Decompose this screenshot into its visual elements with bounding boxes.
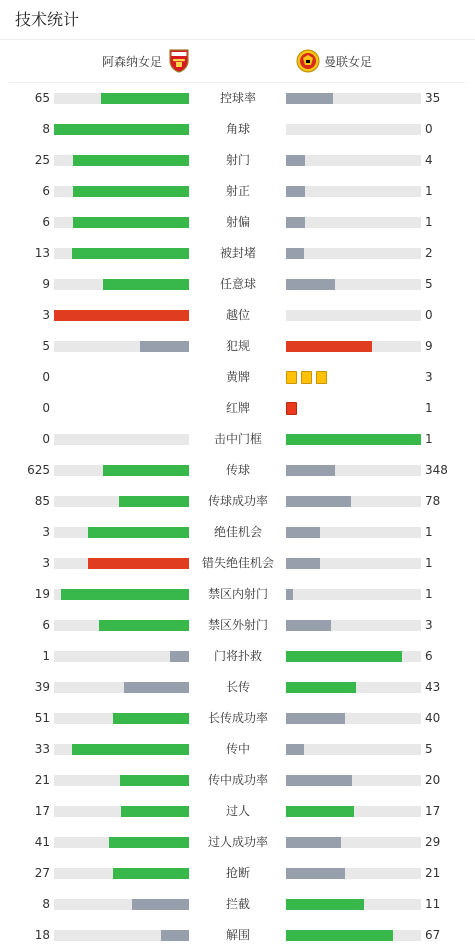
- away-bar: [286, 775, 352, 786]
- away-bar: [286, 651, 402, 662]
- stat-row: [0, 765, 475, 796]
- away-value: 1: [425, 401, 433, 415]
- home-bar-track: [54, 899, 189, 910]
- away-bar: [286, 496, 351, 507]
- home-bar: [61, 589, 189, 600]
- away-bar: [286, 930, 393, 941]
- stat-label: 拦截: [225, 897, 250, 911]
- stat-row: [0, 424, 475, 455]
- stat-row: [0, 455, 475, 486]
- away-bar-track: [286, 434, 421, 445]
- home-bar: [72, 248, 189, 259]
- stat-label: 红牌: [225, 401, 250, 415]
- home-bar-track: [54, 155, 189, 166]
- stat-label: 传球: [225, 463, 250, 477]
- home-bar: [99, 620, 189, 631]
- home-bar: [121, 806, 189, 817]
- away-value: 1: [425, 432, 433, 446]
- home-bar-track: [54, 868, 189, 879]
- away-value: 2: [425, 246, 433, 260]
- away-bar: [286, 713, 345, 724]
- away-bar: [286, 620, 331, 631]
- away-bar-track: [286, 310, 421, 321]
- away-bar-track: [286, 930, 421, 941]
- home-bar-track: [54, 930, 189, 941]
- away-value: 0: [425, 308, 433, 322]
- away-bar-track: [286, 682, 421, 693]
- home-bar-track: [54, 527, 189, 538]
- stat-row: [0, 610, 475, 641]
- home-bar: [88, 527, 189, 538]
- away-value: 11: [425, 897, 441, 911]
- away-bar-track: [286, 527, 421, 538]
- stat-row: [0, 579, 475, 610]
- away-value: 78: [425, 494, 441, 508]
- stat-row: [0, 486, 475, 517]
- stat-row: [0, 641, 475, 672]
- home-value: 65: [34, 91, 50, 105]
- stat-label: 传中成功率: [207, 773, 268, 787]
- home-bar: [124, 682, 189, 693]
- away-value: 3: [425, 618, 433, 632]
- home-bar: [132, 899, 189, 910]
- home-value: 27: [34, 866, 50, 880]
- away-bar: [286, 682, 356, 693]
- away-value: 21: [425, 866, 441, 880]
- away-bar: [286, 899, 364, 910]
- away-bar-track: [286, 186, 421, 197]
- away-bar: [286, 434, 421, 445]
- stat-row: [0, 920, 475, 951]
- stat-label: 抢断: [225, 866, 250, 880]
- away-bar-track: [286, 868, 421, 879]
- home-value: 85: [34, 494, 50, 508]
- home-value: 3: [42, 308, 50, 322]
- away-bar: [286, 217, 305, 228]
- away-bar-track: [286, 155, 421, 166]
- home-value: 9: [42, 277, 50, 291]
- stat-label: 禁区外射门: [207, 618, 268, 632]
- home-bar: [101, 93, 189, 104]
- stat-row: [0, 393, 475, 424]
- home-value: 1: [42, 649, 50, 663]
- away-bar: [286, 558, 320, 569]
- home-value: 6: [42, 184, 50, 198]
- away-bar-track: [286, 496, 421, 507]
- team-header: [10, 40, 465, 83]
- stat-label: 错失绝佳机会: [201, 556, 274, 570]
- away-value: 20: [425, 773, 441, 787]
- red-card-icon: [286, 402, 297, 415]
- manchester-united-crest-icon: [296, 49, 318, 73]
- red-cards: [286, 402, 297, 415]
- home-team: [102, 40, 196, 82]
- away-team: [290, 40, 372, 82]
- home-value: 625: [27, 463, 50, 477]
- stat-label: 击中门框: [213, 432, 262, 446]
- home-bar: [73, 155, 189, 166]
- stats-list: [0, 83, 475, 951]
- away-bar: [286, 93, 333, 104]
- away-bar-track: [286, 93, 421, 104]
- yellow-cards: [286, 371, 327, 384]
- home-value: 18: [34, 928, 50, 942]
- stat-row: [0, 362, 475, 393]
- stat-row: [0, 269, 475, 300]
- away-value: 29: [425, 835, 441, 849]
- stat-label: 绝佳机会: [213, 525, 262, 539]
- home-bar-track: [54, 217, 189, 228]
- stat-row: [0, 858, 475, 889]
- yellow-card-icon: [301, 371, 312, 384]
- stat-label: 犯规: [225, 339, 250, 353]
- home-bar: [170, 651, 189, 662]
- home-value: 3: [42, 525, 50, 539]
- away-bar: [286, 465, 335, 476]
- home-bar: [73, 217, 189, 228]
- stat-row: [0, 176, 475, 207]
- home-bar: [72, 744, 189, 755]
- home-bar-track: [54, 124, 189, 135]
- away-bar-track: [286, 558, 421, 569]
- stat-row: [0, 207, 475, 238]
- away-bar: [286, 279, 335, 290]
- home-bar-track: [54, 744, 189, 755]
- home-bar-track: [54, 341, 189, 352]
- away-value: 4: [425, 153, 433, 167]
- home-bar-track: [54, 806, 189, 817]
- stat-label: 长传成功率: [207, 711, 268, 725]
- away-team-name: 曼联女足: [324, 54, 373, 69]
- home-bar-track: [54, 589, 189, 600]
- stat-row: [0, 672, 475, 703]
- stat-label: 过人: [225, 804, 250, 818]
- yellow-card-icon: [316, 371, 327, 384]
- stat-row: [0, 238, 475, 269]
- home-bar-track: [54, 434, 189, 445]
- away-bar: [286, 589, 293, 600]
- away-bar-track: [286, 465, 421, 476]
- away-value: 6: [425, 649, 433, 663]
- away-bar: [286, 341, 372, 352]
- away-value: 1: [425, 587, 433, 601]
- stat-row: [0, 796, 475, 827]
- away-bar-track: [286, 806, 421, 817]
- home-bar: [140, 341, 189, 352]
- away-value: 9: [425, 339, 433, 353]
- home-value: 39: [34, 680, 50, 694]
- home-bar-track: [54, 775, 189, 786]
- away-bar: [286, 868, 345, 879]
- stat-label: 射门: [225, 153, 250, 167]
- stat-row: [0, 548, 475, 579]
- stat-row: [0, 83, 475, 114]
- away-bar-track: [286, 341, 421, 352]
- home-value: 33: [34, 742, 50, 756]
- away-value: 1: [425, 556, 433, 570]
- home-bar-track: [54, 465, 189, 476]
- home-bar-track: [54, 496, 189, 507]
- home-value: 8: [42, 897, 50, 911]
- away-value: 5: [425, 742, 433, 756]
- home-bar: [73, 186, 189, 197]
- home-value: 41: [34, 835, 50, 849]
- home-bar-track: [54, 93, 189, 104]
- section-title: 技术统计: [0, 0, 475, 40]
- stat-row: [0, 889, 475, 920]
- away-bar: [286, 527, 320, 538]
- home-bar-track: [54, 279, 189, 290]
- arsenal-crest-icon: [168, 49, 190, 73]
- home-bar-track: [54, 682, 189, 693]
- away-bar-track: [286, 744, 421, 755]
- away-value: 43: [425, 680, 441, 694]
- home-bar: [113, 868, 189, 879]
- stat-label: 解围: [225, 928, 250, 942]
- stat-label: 黄牌: [225, 370, 250, 384]
- yellow-card-icon: [286, 371, 297, 384]
- stat-label: 门将扑救: [213, 649, 262, 663]
- away-bar: [286, 155, 305, 166]
- away-value: 17: [425, 804, 441, 818]
- away-value: 1: [425, 525, 433, 539]
- home-bar-track: [54, 837, 189, 848]
- away-value: 67: [425, 928, 441, 942]
- home-bar-track: [54, 620, 189, 631]
- away-value: 0: [425, 122, 433, 136]
- home-bar: [119, 496, 189, 507]
- stat-row: [0, 517, 475, 548]
- home-value: 0: [42, 370, 50, 384]
- home-bar-track: [54, 651, 189, 662]
- stat-label: 过人成功率: [207, 835, 268, 849]
- home-value: 5: [42, 339, 50, 353]
- away-value: 3: [425, 370, 433, 384]
- away-bar-track: [286, 899, 421, 910]
- away-value: 5: [425, 277, 433, 291]
- home-bar: [120, 775, 189, 786]
- away-bar: [286, 744, 304, 755]
- home-value: 6: [42, 618, 50, 632]
- home-value: 25: [34, 153, 50, 167]
- stat-row: [0, 703, 475, 734]
- stat-row: [0, 734, 475, 765]
- home-value: 17: [34, 804, 50, 818]
- home-value: 51: [34, 711, 50, 725]
- home-value: 21: [34, 773, 50, 787]
- stat-row: [0, 331, 475, 362]
- stat-label: 禁区内射门: [207, 587, 268, 601]
- home-team-name: 阿森纳女足: [102, 54, 163, 69]
- away-bar: [286, 186, 305, 197]
- home-value: 3: [42, 556, 50, 570]
- stat-label: 传中: [225, 742, 250, 756]
- stat-label: 控球率: [219, 91, 256, 105]
- home-value: 6: [42, 215, 50, 229]
- stat-row: [0, 145, 475, 176]
- stat-row: [0, 827, 475, 858]
- away-bar-track: [286, 620, 421, 631]
- home-bar: [103, 465, 189, 476]
- home-bar: [88, 558, 189, 569]
- home-bar: [161, 930, 189, 941]
- away-bar-track: [286, 279, 421, 290]
- away-value: 348: [425, 463, 448, 477]
- away-bar-track: [286, 713, 421, 724]
- away-bar-track: [286, 248, 421, 259]
- stat-label: 射偏: [225, 215, 250, 229]
- away-bar-track: [286, 837, 421, 848]
- away-bar: [286, 837, 341, 848]
- away-value: 1: [425, 184, 433, 198]
- away-value: 35: [425, 91, 441, 105]
- away-bar-track: [286, 217, 421, 228]
- away-bar-track: [286, 589, 421, 600]
- away-bar-track: [286, 775, 421, 786]
- away-bar-track: [286, 651, 421, 662]
- away-bar: [286, 248, 304, 259]
- stat-label: 越位: [225, 308, 250, 322]
- home-bar-track: [54, 310, 189, 321]
- home-value: 8: [42, 122, 50, 136]
- home-bar-track: [54, 713, 189, 724]
- home-value: 19: [34, 587, 50, 601]
- stat-label: 角球: [225, 122, 250, 136]
- home-bar: [103, 279, 189, 290]
- stat-label: 被封堵: [219, 246, 256, 260]
- stat-row: [0, 114, 475, 145]
- home-bar: [109, 837, 189, 848]
- stat-row: [0, 300, 475, 331]
- stat-label: 传球成功率: [207, 494, 268, 508]
- away-value: 40: [425, 711, 441, 725]
- home-bar-track: [54, 248, 189, 259]
- home-bar-track: [54, 558, 189, 569]
- away-bar: [286, 806, 354, 817]
- home-bar: [54, 124, 189, 135]
- away-value: 1: [425, 215, 433, 229]
- home-value: 0: [42, 401, 50, 415]
- home-bar: [54, 310, 189, 321]
- stat-label: 任意球: [219, 277, 256, 291]
- home-value: 13: [34, 246, 50, 260]
- home-bar: [113, 713, 189, 724]
- stat-label: 长传: [225, 680, 250, 694]
- away-bar-track: [286, 124, 421, 135]
- home-value: 0: [42, 432, 50, 446]
- stat-label: 射正: [225, 184, 250, 198]
- home-bar-track: [54, 186, 189, 197]
